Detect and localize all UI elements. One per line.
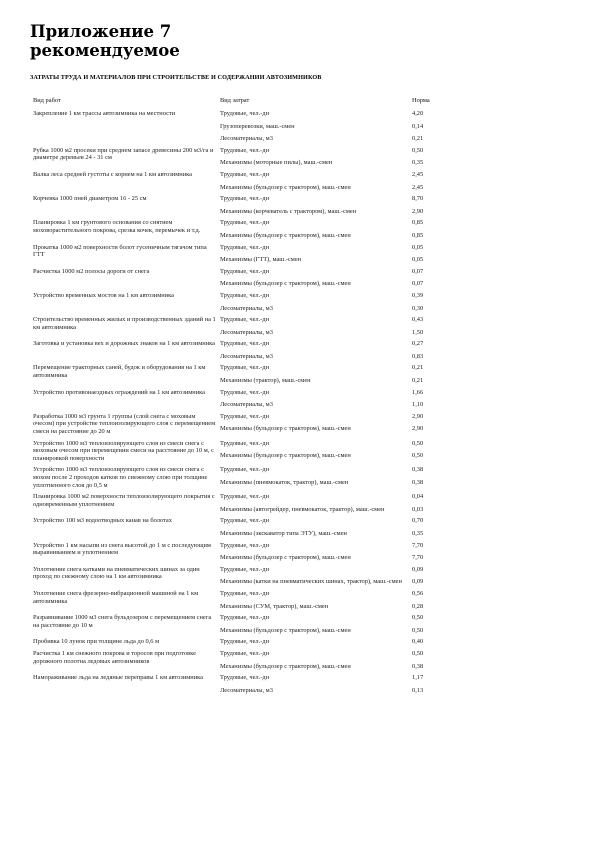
page-title	[30, 22, 180, 60]
cost-type-cell	[220, 292, 412, 312]
cost-type-cell	[220, 566, 412, 586]
table-row	[33, 340, 595, 360]
work-type-cell: Закрепление 1 км трассы автозимника на местности	[33, 110, 176, 117]
cost-type-line: Трудовые, чел.-дн	[220, 243, 269, 251]
cost-type-line: Лесоматериалы, м3	[220, 135, 273, 143]
cost-type-cell	[220, 517, 412, 537]
cost-type-line: Трудовые, чел.-дн	[220, 340, 269, 348]
work-type-cell: Планировка 1000 м2 поверхности теплоизолирующего покрытия с одновременным уплотнением	[33, 493, 215, 508]
norm-cell	[412, 493, 472, 513]
norm-value: 0,38	[412, 662, 424, 670]
norm-value: 0,05	[412, 243, 424, 251]
cost-type-cell	[220, 542, 412, 562]
norm-cell	[412, 340, 472, 360]
cost-type-line: Механизмы (СУМ, трактор), маш.-смен	[220, 602, 329, 610]
cost-type-line: Механизмы (трактор), маш.-смен	[220, 377, 311, 385]
work-type-cell: Строительство временных жилых и производственных зданий на 1 км автозимника	[33, 316, 216, 331]
table-row	[33, 195, 595, 215]
cost-type-line: Грузоперевозки, маш.-смен	[220, 122, 295, 130]
norm-cell	[412, 147, 472, 167]
table-row	[33, 292, 595, 312]
table-row	[33, 542, 595, 562]
cost-type-line: Механизмы (ГТТ), маш.-смен	[220, 256, 302, 264]
cost-type-cell	[220, 389, 412, 409]
norm-value: 0,43	[412, 316, 424, 324]
cost-type-line: Механизмы (моторные пилы), маш.-смен	[220, 159, 333, 167]
table-row	[33, 638, 595, 646]
norm-value: 2,90	[412, 425, 424, 433]
work-type-cell: Устройство 1000 м3 теплоизолирующего слоя из смеси снега с моховым очесом при перемещении смеси на расстояние до 10 м, с планировкой поверхности	[33, 439, 214, 462]
cost-type-line: Трудовые, чел.-дн	[220, 541, 269, 549]
cost-type-line: Трудовые, чел.-дн	[220, 517, 269, 525]
cost-type-line: Лесоматериалы, м3	[220, 328, 273, 336]
cost-type-line: Механизмы (автогрейдер, пневмокаток, трактор), маш.-смен	[220, 505, 385, 513]
norm-value: 2,45	[412, 170, 424, 178]
work-type-cell: Рубка 1000 м2 просеки при среднем запасе древесины 200 м3/га и диаметре деревьев 24 - 31 см	[33, 146, 214, 162]
work-type-cell: Расчистка 1 км снежного покрова и торосов при подготовке дорожного полотна ледовых автозимников	[33, 649, 196, 665]
norm-value: 2,90	[412, 412, 424, 420]
norm-value: 0,13	[412, 686, 424, 694]
cost-type-cell	[220, 195, 412, 215]
table-row	[33, 674, 595, 694]
norm-value: 0,50	[412, 146, 424, 154]
cost-type-line: Трудовые, чел.-дн	[220, 267, 269, 275]
title-line-2: рекомендуемое	[30, 41, 180, 60]
cost-type-line: Трудовые, чел.-дн	[220, 110, 269, 117]
title-line-1: Приложение 7	[30, 22, 172, 41]
cost-type-line: Лесоматериалы, м3	[220, 686, 273, 694]
work-type-cell: Уплотнение снега катками на пневматических шинах за один проход по снежному слою на 1 км автозимника	[33, 565, 200, 581]
norm-cell	[412, 650, 472, 670]
cost-type-line: Трудовые, чел.-дн	[220, 649, 269, 657]
work-type-cell: Устройство противонаездных ограждений на 1 км автозимника	[33, 388, 205, 396]
table-row	[33, 466, 595, 489]
cost-type-line: Механизмы (бульдозер с трактором), маш.-смен	[220, 280, 351, 288]
norm-value: 0,30	[412, 304, 424, 312]
cost-type-cell	[220, 413, 412, 436]
cost-type-line: Механизмы (бульдозер с трактором), маш.-смен	[220, 626, 351, 634]
norm-value: 0,05	[412, 256, 424, 264]
work-type-cell: Расчистка 1000 м2 полосы дороги от снега	[33, 267, 150, 275]
work-type-cell: Планировка 1 км грунтового основания со снятием моховорастительного покрова, срезка кочек, перемычек и т.д.	[33, 219, 201, 234]
cost-type-line: Механизмы (экскаватор типа ЭТУ), маш.-смен	[220, 529, 347, 537]
cost-type-cell	[220, 638, 412, 646]
norm-cell	[412, 614, 472, 634]
document-subtitle: ЗАТРАТЫ ТРУДА И МАТЕРИАЛОВ ПРИ СТРОИТЕЛЬСТВЕ И СОДЕРЖАНИИ АВТОЗИМНИКОВ	[30, 74, 322, 81]
table-row	[33, 364, 595, 384]
work-type-cell: Перемещение тракторных саней, будок и оборудования на 1 км автозимника	[33, 364, 206, 380]
norm-value: 0,28	[412, 602, 424, 610]
cost-type-line: Трудовые, чел.-дн	[220, 589, 269, 597]
norm-cell	[412, 638, 472, 646]
work-type-cell: Устройство 1000 м3 теплоизолирующего слоя из смеси снега с мохом после 2 проходов катков по снежному слою при толщине уплотненного слоя до 0,5 м	[33, 466, 208, 489]
norm-value: 0,50	[412, 614, 424, 622]
norm-value: 0,27	[412, 340, 424, 348]
norm-value: 0,35	[412, 159, 424, 167]
cost-type-line: Трудовые, чел.-дн	[220, 638, 269, 646]
norm-value: 0,70	[412, 517, 424, 525]
norm-value: 0,21	[412, 135, 424, 143]
cost-type-line: Трудовые, чел.-дн	[220, 439, 269, 447]
norm-value: 0,38	[412, 466, 424, 474]
table-row	[33, 244, 595, 264]
column-header-norm: Норма	[412, 97, 430, 104]
cost-type-line: Трудовые, чел.-дн	[220, 170, 269, 178]
norm-value: 0,35	[412, 529, 424, 537]
table-row	[33, 316, 595, 336]
table-row	[33, 147, 595, 167]
cost-type-line: Механизмы (бульдозер с трактором), маш.-смен	[220, 425, 351, 433]
work-type-cell: Прокатка 1000 м2 поверхности болот гусеничным тягачом типа ГТТ	[33, 243, 207, 259]
cost-type-cell	[220, 316, 412, 336]
cost-type-cell	[220, 340, 412, 360]
norm-value: 0,50	[412, 452, 424, 460]
norm-value: 0,39	[412, 291, 424, 299]
cost-type-cell	[220, 147, 412, 167]
cost-type-line: Лесоматериалы, м3	[220, 352, 273, 360]
norm-value: 0,50	[412, 649, 424, 657]
cost-type-line: Трудовые, чел.-дн	[220, 388, 269, 396]
cost-type-line: Трудовые, чел.-дн	[220, 195, 269, 203]
norm-value: 1,10	[412, 401, 424, 409]
norm-cell	[412, 517, 472, 537]
norm-cell	[412, 195, 472, 215]
norm-value: 0,50	[412, 439, 424, 447]
norm-cell	[412, 171, 472, 191]
work-type-cell: Устройство 1 км насыпи из снега высотой до 1 м с последующим выравниванием и уплотнением	[33, 541, 211, 557]
table-row	[33, 650, 595, 670]
norm-value: 1,66	[412, 388, 424, 396]
table-row	[33, 614, 595, 634]
work-type-cell: Корчевка 1000 пней диаметром 16 - 25 см	[33, 195, 147, 203]
norm-value: 0,83	[412, 352, 424, 360]
norm-value: 0,03	[412, 505, 424, 513]
norm-value: 0,50	[412, 626, 424, 634]
cost-type-cell	[220, 466, 412, 489]
norm-cell	[412, 244, 472, 264]
table-row	[33, 566, 595, 586]
cost-type-cell	[220, 590, 412, 610]
norm-value: 0,21	[412, 377, 424, 385]
norm-value: 0,07	[412, 267, 424, 275]
norm-value: 1,50	[412, 328, 424, 336]
cost-type-line: Трудовые, чел.-дн	[220, 565, 269, 573]
norm-value: 0,09	[412, 565, 424, 573]
norm-value: 0,56	[412, 589, 424, 597]
work-type-cell: Уплотнение снега фрезерно-вибрационной машиной на 1 км автозимника	[33, 589, 199, 605]
norm-cell	[412, 219, 472, 239]
norms-table	[0, 110, 595, 698]
cost-type-cell	[220, 110, 412, 143]
work-type-cell: Разравнивание 1000 м3 снега бульдозером с перемещением снега на расстояние до 10 м	[33, 614, 212, 629]
cost-type-line: Лесоматериалы, м3	[220, 304, 273, 312]
cost-type-line: Механизмы (бульдозер с трактором), маш.-смен	[220, 662, 351, 670]
cost-type-cell	[220, 219, 412, 239]
table-row	[33, 110, 595, 143]
norm-value: 0,85	[412, 231, 424, 239]
table-row	[33, 413, 595, 436]
work-type-cell: Валка леса средней густоты с корнем на 1 км автозимника	[33, 170, 192, 178]
table-row	[33, 440, 595, 463]
norm-value: 4,20	[412, 110, 424, 117]
cost-type-cell	[220, 493, 412, 513]
cost-type-line: Трудовые, чел.-дн	[220, 316, 269, 324]
norm-cell	[412, 440, 472, 463]
table-row	[33, 517, 595, 537]
norm-value: 0,07	[412, 280, 424, 288]
cost-type-line: Трудовые, чел.-дн	[220, 364, 269, 372]
cost-type-cell	[220, 674, 412, 694]
cost-type-line: Трудовые, чел.-дн	[220, 674, 269, 682]
column-header-cost: Вид затрат	[220, 97, 250, 104]
cost-type-line: Трудовые, чел.-дн	[220, 291, 269, 299]
cost-type-cell	[220, 268, 412, 288]
cost-type-line: Трудовые, чел.-дн	[220, 219, 269, 227]
norm-value: 0,21	[412, 364, 424, 372]
cost-type-line: Механизмы (бульдозер с трактором), маш.-смен	[220, 452, 351, 460]
cost-type-cell	[220, 440, 412, 463]
norm-value: 0,14	[412, 122, 424, 130]
norm-cell	[412, 542, 472, 562]
norm-value: 0,04	[412, 493, 424, 501]
table-row	[33, 389, 595, 409]
work-type-cell: Устройство временных мостов на 1 км автозимника	[33, 291, 174, 299]
cost-type-line: Трудовые, чел.-дн	[220, 412, 269, 420]
cost-type-line: Механизмы (бульдозер с трактором), маш.-смен	[220, 554, 351, 562]
norm-cell	[412, 413, 472, 436]
norm-value: 0,38	[412, 479, 424, 486]
cost-type-cell	[220, 244, 412, 264]
norm-cell	[412, 292, 472, 312]
norm-cell	[412, 674, 472, 694]
table-row	[33, 219, 595, 239]
cost-type-line: Механизмы (пневмокаток, трактор), маш.-смен	[220, 479, 349, 486]
norm-cell	[412, 389, 472, 409]
norm-cell	[412, 590, 472, 610]
norm-value: 2,90	[412, 207, 424, 215]
work-type-cell: Пробивка 10 лунок при толщине льда до 0,6 м	[33, 638, 160, 646]
table-row	[33, 590, 595, 610]
norm-value: 0,09	[412, 578, 424, 586]
table-row	[33, 268, 595, 288]
work-type-cell: Заготовка и установка вех и дорожных знаков на 1 км автозимника	[33, 340, 215, 348]
table-row	[33, 171, 595, 191]
cost-type-cell	[220, 171, 412, 191]
cost-type-line: Трудовые, чел.-дн	[220, 493, 269, 501]
cost-type-line: Лесоматериалы, м3	[220, 401, 273, 409]
norm-value: 1,17	[412, 674, 424, 682]
work-type-cell: Устройство 100 м3 водоотводных канав на болотах	[33, 517, 172, 525]
cost-type-line: Механизмы (корчеватель с трактором), маш.-смен	[220, 207, 357, 215]
cost-type-cell	[220, 364, 412, 384]
norm-value: 7,70	[412, 554, 424, 562]
norm-value: 8,70	[412, 195, 424, 203]
norm-value: 2,45	[412, 183, 424, 191]
work-type-cell: Намораживание льда на ледяные переправы 1 км автозимника	[33, 674, 203, 682]
cost-type-cell	[220, 614, 412, 634]
norm-value: 7,70	[412, 541, 424, 549]
cost-type-line: Трудовые, чел.-дн	[220, 146, 269, 154]
cost-type-line: Трудовые, чел.-дн	[220, 614, 269, 622]
norm-value: 0,85	[412, 219, 424, 227]
cost-type-line: Механизмы (катки на пневматических шинах, трактор), маш.-смен	[220, 578, 402, 586]
column-header-work: Вид работ	[33, 97, 61, 104]
norm-cell	[412, 316, 472, 336]
table-row	[33, 493, 595, 513]
norm-cell	[412, 364, 472, 384]
norm-value: 0,40	[412, 638, 424, 646]
cost-type-line: Механизмы (бульдозер с трактором), маш.-смен	[220, 231, 351, 239]
work-type-cell: Разработка 1000 м3 грунта 1 группы (слой снега с моховым очесом) при устройстве теплоизолирующего слоя с перемещением смеси на расстояние до 20 м	[33, 412, 216, 436]
cost-type-cell	[220, 650, 412, 670]
norm-cell	[412, 110, 472, 143]
norm-cell	[412, 268, 472, 288]
norm-cell	[412, 566, 472, 586]
cost-type-line: Трудовые, чел.-дн	[220, 466, 269, 474]
cost-type-line: Механизмы (бульдозер с трактором), маш.-смен	[220, 183, 351, 191]
norm-cell	[412, 466, 472, 489]
